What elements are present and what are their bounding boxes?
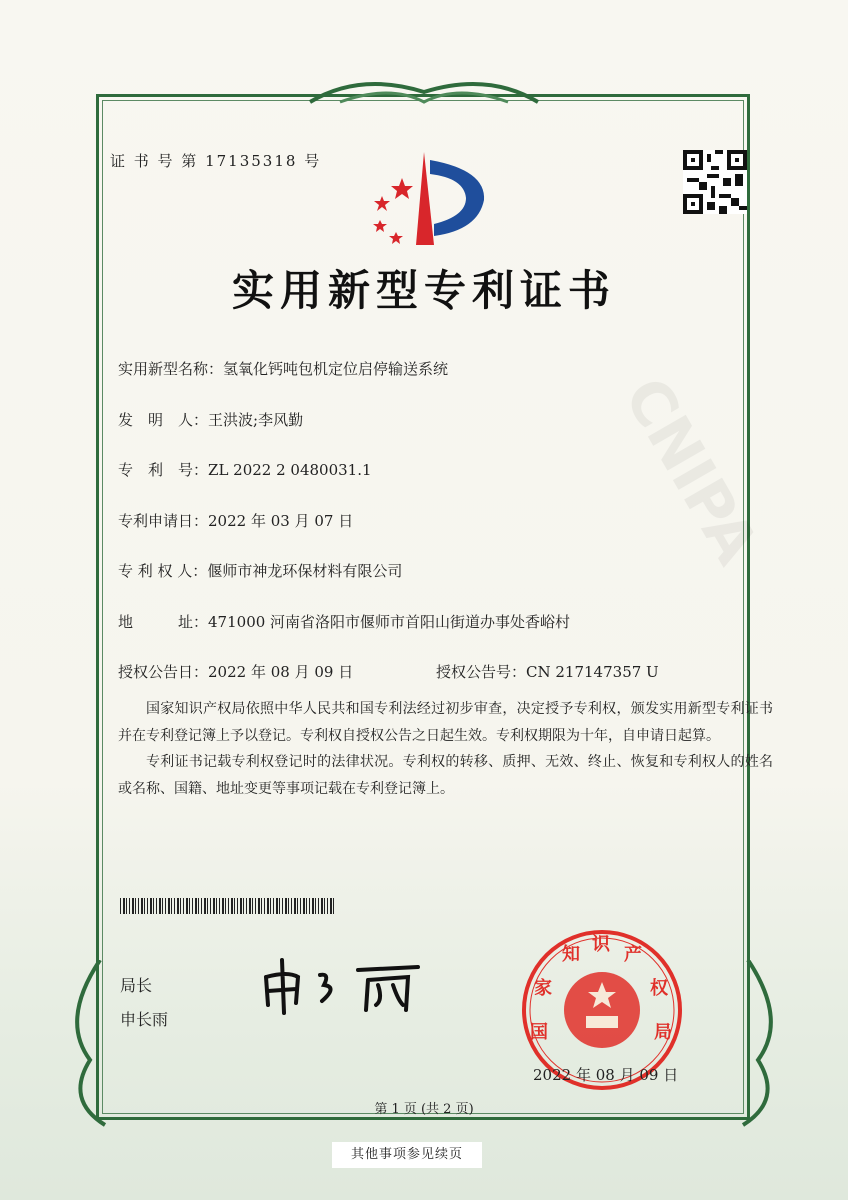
signatory-name: 申长雨 xyxy=(120,1010,169,1029)
certificate-number: 证 书 号 第 17135318 号 xyxy=(110,152,322,170)
field-label: 授权公告日： xyxy=(118,663,209,681)
field-label: 实用新型名称： xyxy=(118,360,224,378)
field-patentee xyxy=(118,560,402,581)
watermark: CNIPA xyxy=(610,366,772,576)
continuation-note: 其他事项参见续页 xyxy=(332,1142,482,1168)
signatory-title: 局长 xyxy=(120,976,153,995)
field-value: 2022 年 08 月 09 日 xyxy=(208,663,354,681)
cnipa-logo xyxy=(366,150,490,248)
field-patent-number xyxy=(118,459,372,480)
field-label: 专 利 号： xyxy=(118,461,209,479)
field-value: 2022 年 03 月 07 日 xyxy=(208,512,354,530)
qr-code xyxy=(683,150,747,214)
field-label: 专 利 权 人： xyxy=(118,562,208,580)
field-label: 专利申请日： xyxy=(118,512,209,530)
svg-text:局: 局 xyxy=(654,1022,672,1043)
page-indicator: 第 1 页 (共 2 页) xyxy=(374,1102,474,1117)
handwritten-signature xyxy=(258,955,438,1015)
statement-paragraph: 国家知识产权局依照中华人民共和国专利法经过初步审查，决定授予专利权，颁发实用新型专利证书并在专利登记簿上予以登记。专利权自授权公告之日起生效。专利权期限为十年，自申请日起算。 xyxy=(118,701,773,744)
barcode xyxy=(120,898,335,914)
statement xyxy=(118,696,773,802)
field-grant-date xyxy=(118,661,353,682)
field-value: 氢氧化钙吨包机定位启停输送系统 xyxy=(223,360,449,378)
svg-text:知: 知 xyxy=(562,944,580,965)
ornament-top xyxy=(300,72,548,112)
field-value: ZL 2022 2 0480031.1 xyxy=(208,461,372,479)
field-application-date xyxy=(118,510,353,531)
svg-text:产: 产 xyxy=(624,944,642,965)
svg-text:识: 识 xyxy=(592,934,610,955)
field-inventors xyxy=(118,409,303,430)
svg-text:权: 权 xyxy=(650,978,668,999)
statement-paragraph: 专利证书记载专利权登记时的法律状况。专利权的转移、质押、无效、终止、恢复和专利权人的姓名或名称、国籍、地址变更等事项记载在专利登记簿上。 xyxy=(118,754,773,797)
field-label: 发 明 人： xyxy=(118,411,209,429)
field-announcement-number xyxy=(436,661,659,682)
issue-date: 2022 年 08 月 09 日 xyxy=(533,1066,679,1084)
field-value: 偃师市神龙环保材料有限公司 xyxy=(207,562,403,580)
page-title: 实用新型专利证书 xyxy=(231,266,616,315)
svg-text:国: 国 xyxy=(530,1022,548,1043)
field-value: 王洪波;李风勤 xyxy=(208,411,304,429)
svg-text:家: 家 xyxy=(534,978,552,999)
field-value: CN 217147357 U xyxy=(526,663,659,681)
field-address xyxy=(118,611,570,632)
field-value: 471000 河南省洛阳市偃师市首阳山街道办事处香峪村 xyxy=(208,613,571,631)
field-utility-model-name xyxy=(118,358,448,379)
field-label: 地 址： xyxy=(118,613,209,631)
field-label: 授权公告号： xyxy=(436,663,527,681)
